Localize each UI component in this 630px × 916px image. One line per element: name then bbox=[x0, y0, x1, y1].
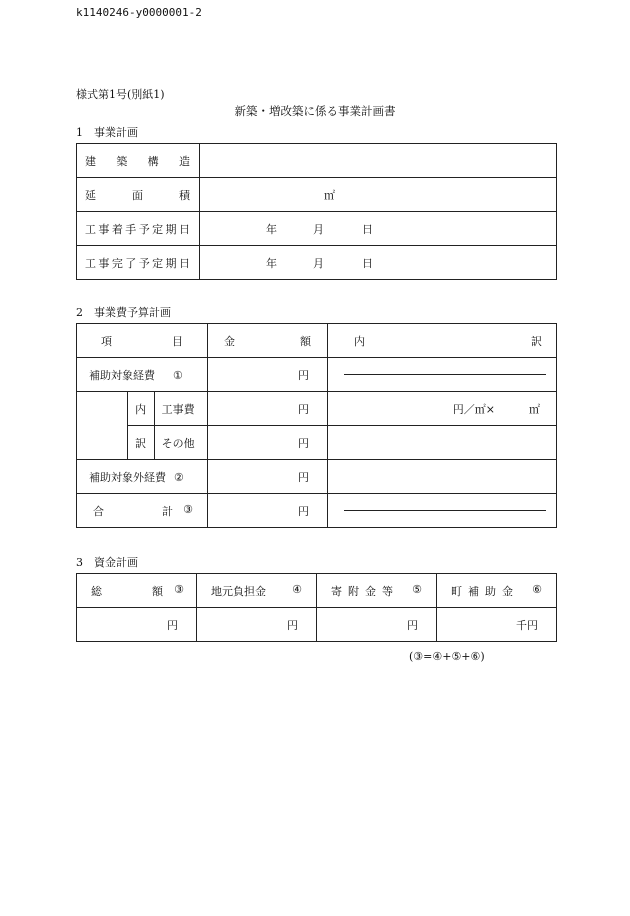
other-detail[interactable] bbox=[328, 426, 557, 460]
unit-yen: 円 bbox=[298, 402, 309, 416]
spread-text bbox=[77, 221, 199, 237]
circled-3: ③ bbox=[183, 502, 193, 516]
breakdown-group bbox=[127, 392, 207, 426]
spread-char: 訳 bbox=[531, 334, 542, 348]
spread-char: 定 bbox=[152, 222, 164, 236]
header-label: 地元負担金 bbox=[211, 584, 266, 598]
spread-char: 着 bbox=[111, 222, 123, 236]
spread-char: 構 bbox=[147, 154, 159, 168]
circled-3: ③ bbox=[174, 582, 184, 596]
subsidy-target-detail bbox=[328, 358, 557, 392]
spread-char: 計 bbox=[162, 504, 173, 518]
formula-note: (③=④+⑤+⑥) bbox=[409, 650, 485, 663]
spread-char: 建 bbox=[85, 154, 96, 168]
document-title: 新築・増改築に係る事業計画書 bbox=[234, 104, 396, 118]
funding-plan-table bbox=[76, 573, 557, 642]
label-non-target bbox=[77, 460, 208, 494]
unit-per-sqm: 円／㎡× bbox=[452, 402, 495, 416]
label-subsidy-target bbox=[77, 358, 208, 392]
header-total bbox=[77, 574, 197, 608]
spread-char: 完 bbox=[111, 256, 123, 270]
spread-char: 工 bbox=[85, 256, 96, 270]
unit-month: 月 bbox=[313, 256, 324, 270]
circled-2: ② bbox=[174, 470, 184, 484]
table-row bbox=[77, 494, 557, 528]
unit-yen: 円 bbox=[167, 618, 178, 632]
local-burden-field[interactable] bbox=[197, 608, 317, 642]
table-row bbox=[77, 178, 557, 212]
dash-line bbox=[344, 510, 546, 511]
donations-field[interactable] bbox=[317, 608, 437, 642]
business-plan-table bbox=[76, 143, 557, 280]
construction-amount[interactable] bbox=[208, 392, 328, 426]
subsidy-target-amount[interactable] bbox=[208, 358, 328, 392]
row-label: その他 bbox=[161, 436, 195, 450]
unit-yen: 円 bbox=[287, 618, 298, 632]
unit-month: 月 bbox=[313, 222, 324, 236]
table-row bbox=[77, 426, 557, 460]
other-amount[interactable] bbox=[208, 426, 328, 460]
spread-char: 工 bbox=[85, 222, 96, 236]
spread-char: 内 bbox=[354, 334, 365, 348]
table-row bbox=[77, 574, 557, 608]
header-donations bbox=[317, 574, 437, 608]
indent-cell bbox=[77, 392, 128, 460]
unit-year: 年 bbox=[266, 222, 277, 236]
header-detail bbox=[328, 324, 557, 358]
spread-char: 額 bbox=[300, 334, 311, 348]
circled-6: ⑥ bbox=[532, 582, 542, 596]
spread-char: 額 bbox=[152, 584, 163, 598]
spread-text bbox=[328, 333, 556, 349]
start-date-field[interactable] bbox=[200, 212, 557, 246]
spread-text bbox=[208, 333, 327, 349]
breakdown-label-top bbox=[128, 392, 155, 425]
table-row bbox=[77, 144, 557, 178]
building-structure-field[interactable] bbox=[200, 144, 557, 178]
label-floor-area bbox=[77, 178, 200, 212]
section1-heading: 1 事業計画 bbox=[76, 126, 138, 139]
row-label: 補助対象経費 bbox=[89, 368, 155, 382]
table-row bbox=[77, 324, 557, 358]
budget-plan-table bbox=[76, 323, 557, 528]
spread-char: 町 bbox=[451, 584, 462, 598]
spread-char: 日 bbox=[178, 222, 190, 236]
row-label: 工事費 bbox=[161, 402, 195, 416]
unit-yen: 円 bbox=[298, 436, 309, 450]
spread-char: 助 bbox=[485, 584, 496, 598]
label-building-structure bbox=[77, 144, 200, 178]
non-target-amount[interactable] bbox=[208, 460, 328, 494]
breakdown-char: 訳 bbox=[135, 436, 147, 450]
spread-char: 手 bbox=[125, 222, 137, 236]
spread-text bbox=[77, 153, 199, 169]
table-row bbox=[77, 358, 557, 392]
table-row bbox=[77, 392, 557, 426]
unit-thousand-yen: 千円 bbox=[516, 618, 538, 632]
spread-char: 造 bbox=[178, 154, 190, 168]
spread-char: 附 bbox=[348, 584, 359, 598]
unit-day: 日 bbox=[362, 256, 373, 270]
total-detail bbox=[328, 494, 557, 528]
spread-char: 総 bbox=[91, 584, 102, 598]
spread-text bbox=[77, 187, 199, 203]
table-row bbox=[77, 246, 557, 280]
spread-char: 築 bbox=[116, 154, 128, 168]
unit-yen: 円 bbox=[298, 504, 309, 518]
header-amount bbox=[208, 324, 328, 358]
spread-text bbox=[451, 583, 513, 599]
spread-text bbox=[77, 255, 199, 271]
label-construction bbox=[155, 392, 207, 425]
header-local-burden bbox=[197, 574, 317, 608]
circled-4: ④ bbox=[292, 582, 302, 596]
unit-yen: 円 bbox=[407, 618, 418, 632]
spread-text bbox=[331, 583, 393, 599]
spread-char: 了 bbox=[125, 256, 137, 270]
spread-char: 補 bbox=[468, 584, 479, 598]
spread-char: 金 bbox=[502, 584, 513, 598]
form-number: 様式第1号(別紙1) bbox=[76, 88, 165, 101]
spread-char: 事 bbox=[98, 256, 110, 270]
spread-text bbox=[77, 333, 207, 349]
total-amount[interactable] bbox=[208, 494, 328, 528]
unit-year: 年 bbox=[266, 256, 277, 270]
spread-char: 日 bbox=[178, 256, 190, 270]
unit-yen: 円 bbox=[298, 470, 309, 484]
spread-char: 予 bbox=[138, 222, 150, 236]
breakdown-group bbox=[127, 426, 207, 460]
spread-char: 延 bbox=[85, 188, 96, 202]
circled-5: ⑤ bbox=[412, 582, 422, 596]
floor-area-field[interactable] bbox=[200, 178, 557, 212]
table-row bbox=[77, 608, 557, 642]
document-id: k1140246-y0000001-2 bbox=[76, 6, 202, 19]
spread-char: 目 bbox=[172, 334, 183, 348]
spread-char: 金 bbox=[224, 334, 235, 348]
spread-char: 金 bbox=[365, 584, 376, 598]
table-row bbox=[77, 460, 557, 494]
header-town-subsidy bbox=[437, 574, 557, 608]
label-start-date bbox=[77, 212, 200, 246]
breakdown-label-bottom bbox=[128, 426, 155, 459]
spread-char: 期 bbox=[165, 222, 177, 236]
row-label: 補助対象外経費 bbox=[89, 470, 166, 484]
spread-char: 等 bbox=[382, 584, 393, 598]
spread-text bbox=[93, 503, 173, 519]
label-completion-date bbox=[77, 246, 200, 280]
spread-text bbox=[91, 583, 163, 599]
spread-char: 寄 bbox=[331, 584, 342, 598]
construction-detail[interactable] bbox=[328, 392, 557, 426]
label-other bbox=[155, 426, 207, 459]
table-row bbox=[77, 212, 557, 246]
dash-line bbox=[344, 374, 546, 375]
circled-1: ① bbox=[173, 368, 183, 382]
spread-char: 期 bbox=[165, 256, 177, 270]
spread-char: 予 bbox=[138, 256, 150, 270]
spread-char: 面 bbox=[132, 188, 143, 202]
label-total bbox=[77, 494, 208, 528]
unit-day: 日 bbox=[362, 222, 373, 236]
town-subsidy-field[interactable] bbox=[437, 608, 557, 642]
unit-sqm: ㎡ bbox=[324, 188, 335, 202]
unit-yen: 円 bbox=[298, 368, 309, 382]
spread-char: 事 bbox=[98, 222, 110, 236]
non-target-detail[interactable] bbox=[328, 460, 557, 494]
spread-char: 合 bbox=[93, 504, 104, 518]
unit-sqm: ㎡ bbox=[529, 402, 540, 416]
section2-heading: 2 事業費予算計画 bbox=[76, 306, 171, 319]
completion-date-field[interactable] bbox=[200, 246, 557, 280]
breakdown-char: 内 bbox=[135, 402, 147, 416]
spread-char: 項 bbox=[101, 334, 112, 348]
spread-char: 定 bbox=[152, 256, 164, 270]
section3-heading: 3 資金計画 bbox=[76, 556, 138, 569]
header-item bbox=[77, 324, 208, 358]
spread-char: 積 bbox=[179, 188, 190, 202]
total-funds-field[interactable] bbox=[77, 608, 197, 642]
